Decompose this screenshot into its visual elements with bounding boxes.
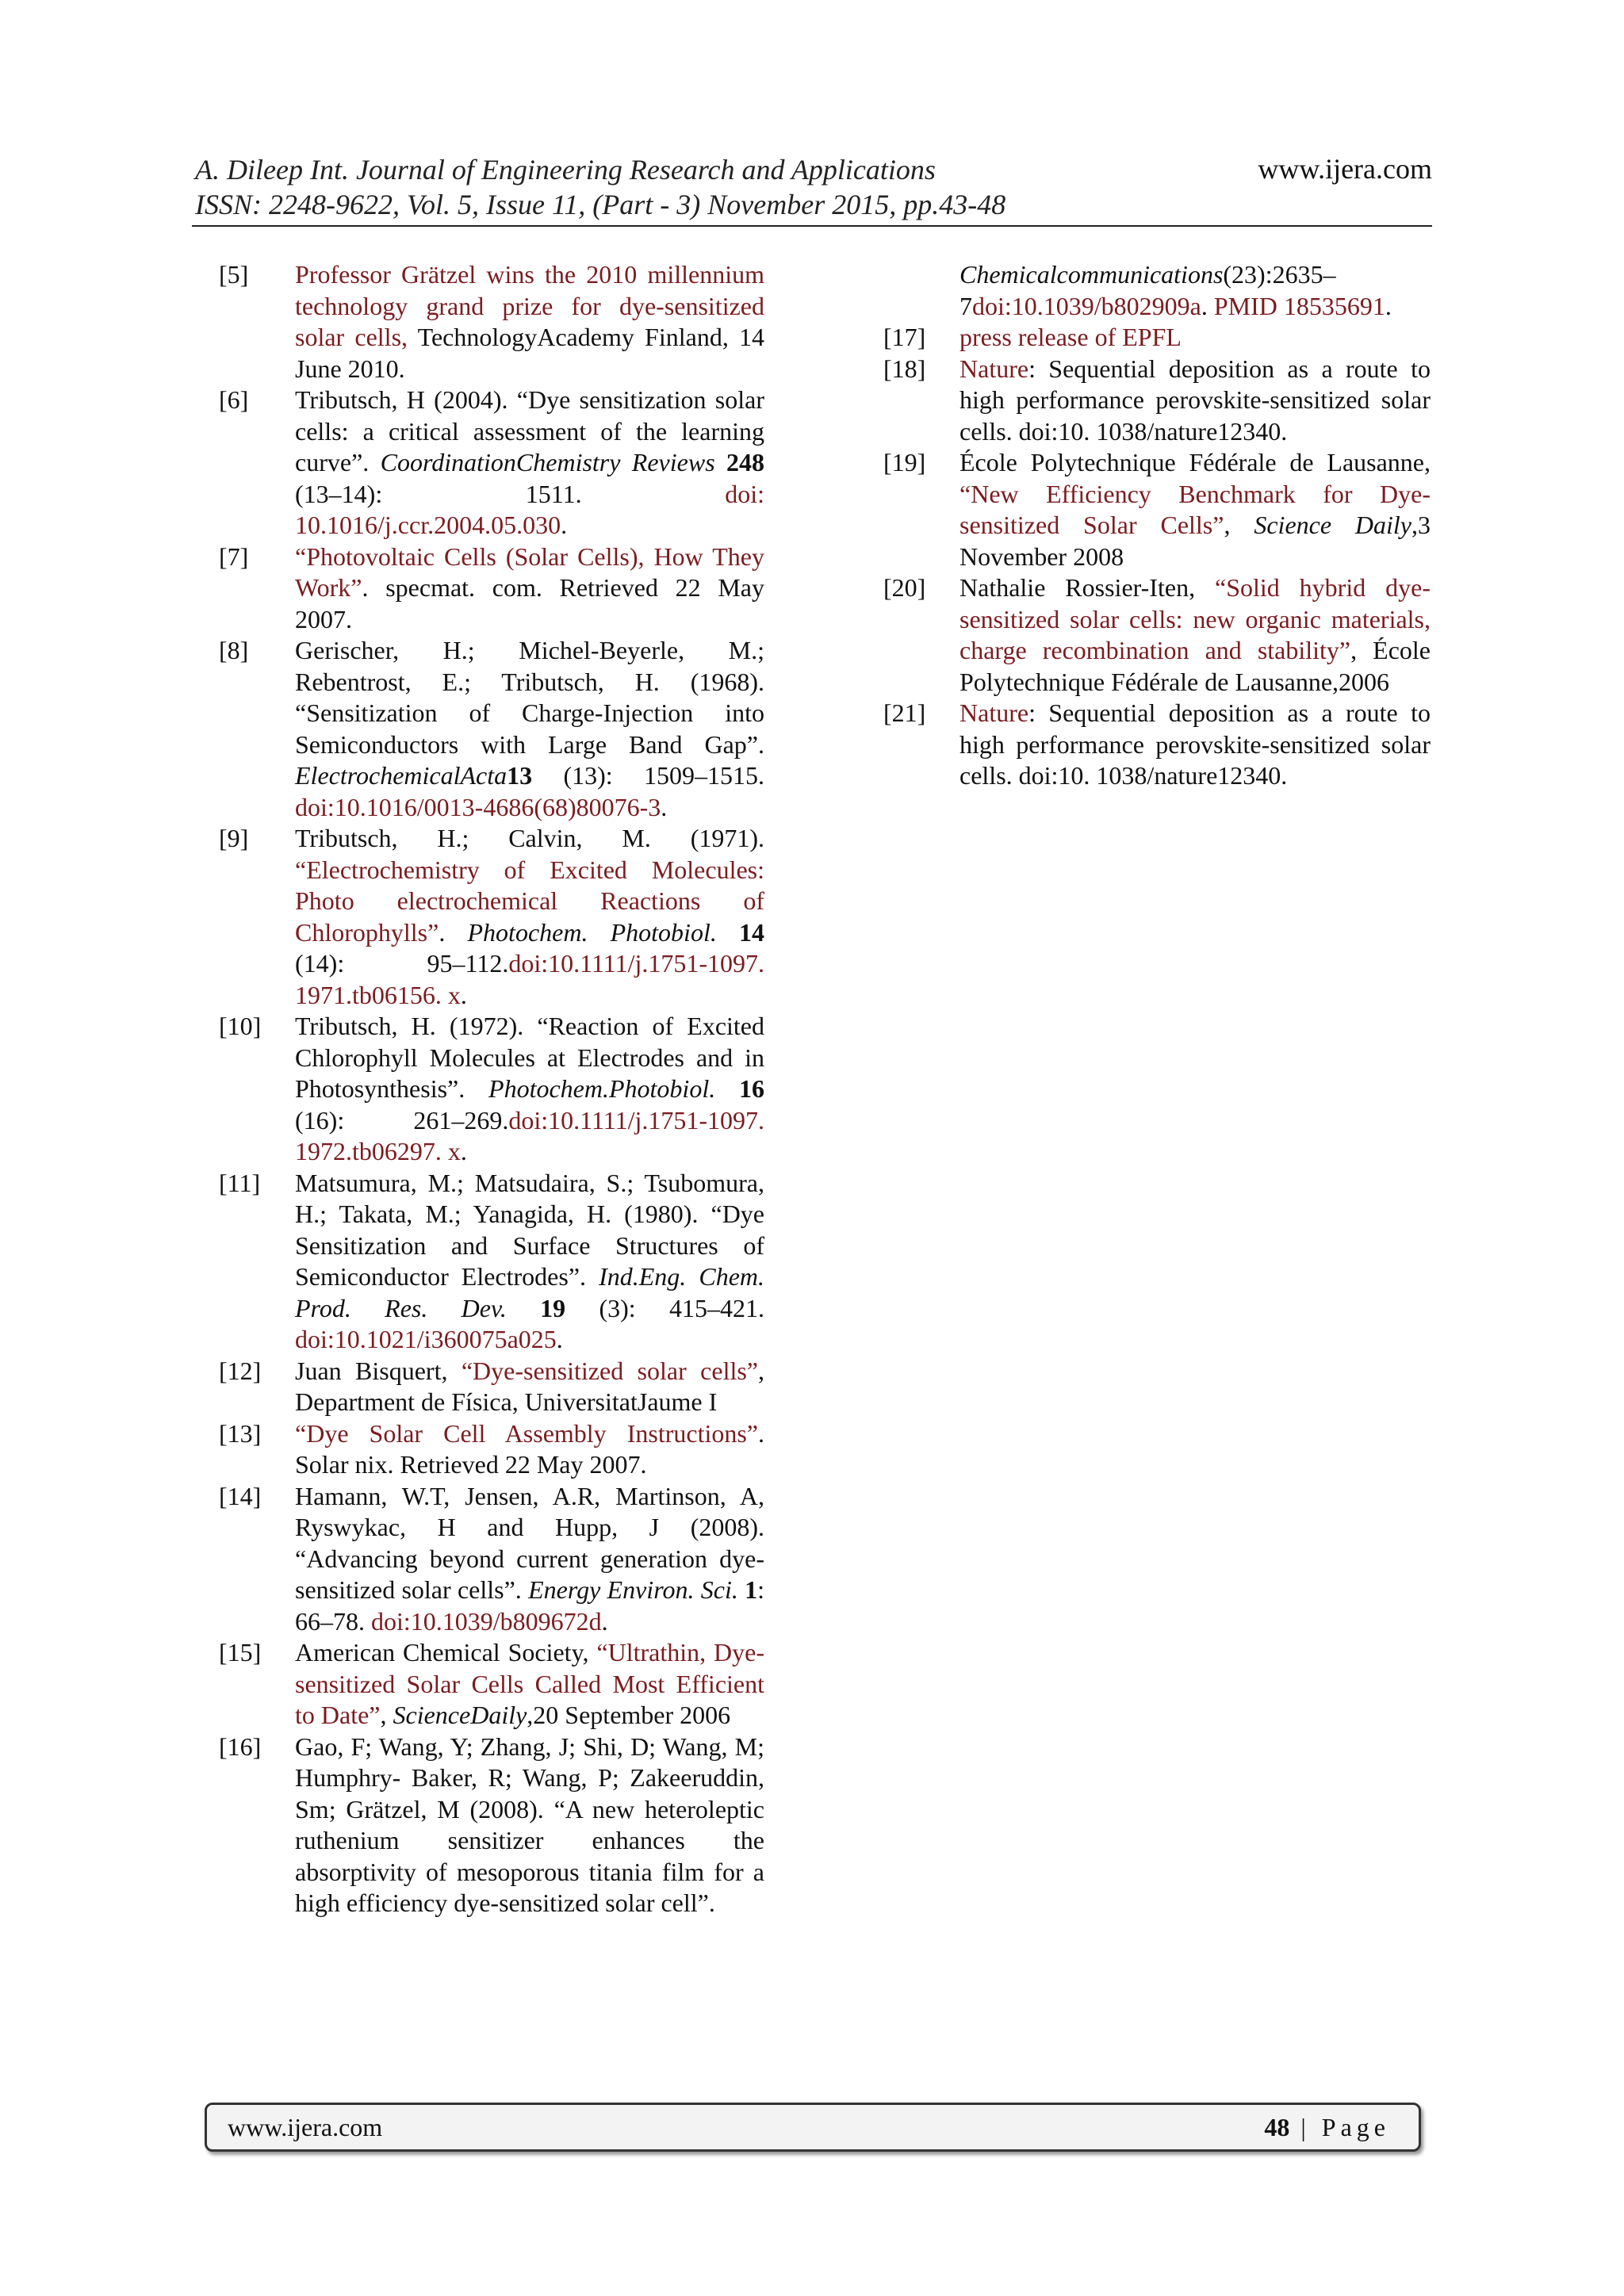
references-column-left	[219, 259, 764, 1919]
page-label: Page	[1321, 2112, 1390, 2141]
page-footer	[205, 2103, 1421, 2152]
doi-link[interactable]: doi:10.1021/i360075a025	[295, 1325, 557, 1353]
reference-link[interactable]: “New Efficiency Benchmark for Dye-sensitized Solar Cells”	[959, 479, 1431, 539]
doi-link[interactable]: doi:10.1111/j.1751-1097. 1972.tb06297. x	[295, 1105, 764, 1165]
reference-number: [15]	[219, 1638, 262, 1667]
reference-number: [20]	[883, 573, 926, 602]
reference-13: [13] “Dye Solar Cell Assembly Instructions”. Solar nix. Retrieved 22 May 2007.	[219, 1418, 764, 1481]
reference-19: [19] École Polytechnique Fédérale de Lausanne, “New Efficiency Benchmark for Dye-sensitized Solar Cells”, Science Daily,3 November 2008	[883, 447, 1431, 572]
reference-6: [6] Tributsch, H (2004). “Dye sensitization solar cells: a critical assessment of the learning curve”. CoordinationChemistry Reviews 248 (13–14): 1511. doi: 10.1016/j.ccr.2004.05.030.	[219, 385, 764, 541]
reference-11: [11] Matsumura, M.; Matsudaira, S.; Tsubomura, H.; Takata, M.; Yanagida, H. (1980). “Dye Sensitization and Surface Structures of Semiconductor Electrodes”. Ind.Eng. Chem. Prod. Res. Dev. 19 (3): 415–421. doi:10.1021/i360075a025.	[219, 1168, 764, 1356]
doi-link[interactable]: doi: 10.1016/j.ccr.2004.05.030	[295, 479, 764, 539]
reference-12: [12] Juan Bisquert, “Dye-sensitized solar cells”, Department de Física, UniversitatJaume I	[219, 1356, 764, 1418]
reference-10: [10] Tributsch, H. (1972). “Reaction of Excited Chlorophyll Molecules at Electrodes and in Photosynthesis”. Photochem.Photobiol. 16 (16): 261–269.doi:10.1111/j.1751-1097. 1972.tb06297. x.	[219, 1011, 764, 1168]
reference-17	[883, 322, 1431, 354]
reference-link[interactable]: “Dye-sensitized solar cells”	[461, 1356, 758, 1385]
journal-url[interactable]: www.ijera.com	[1258, 153, 1432, 185]
pmid-link[interactable]: PMID 18535691	[1213, 291, 1385, 320]
doi-link[interactable]: doi:10.1039/b802909a	[972, 291, 1201, 320]
reference-15: [15] American Chemical Society, “Ultrathin, Dye-sensitized Solar Cells Called Most Efficient to Date”, ScienceDaily,20 September 2006	[219, 1637, 764, 1732]
reference-18: [18] Nature: Sequential deposition as a route to high performance perovskite-sensitized solar cells. doi:10. 1038/nature12340.	[883, 354, 1431, 448]
reference-number: [10]	[219, 1012, 262, 1040]
page-indicator: 48 | Page	[1264, 2112, 1390, 2141]
reference-link[interactable]: “Dye Solar Cell Assembly Instructions”	[295, 1418, 758, 1448]
doi-link[interactable]: doi:10.1016/0013-4686(68)80076-3	[295, 792, 661, 821]
reference-link[interactable]: “Solid hybrid dye-sensitized solar cells: new organic materials, charge recombination and stability”	[959, 573, 1431, 664]
reference-5: [5] Professor Grätzel wins the 2010 millennium technology grand prize for dye-sensitized solar cells, TechnologyAcademy Finland, 14 June 2010.	[219, 259, 764, 385]
reference-20: [20] Nathalie Rossier-Iten, “Solid hybrid dye-sensitized solar cells: new organic materials, charge recombination and stability”, École Polytechnique Fédérale de Lausanne,2006	[883, 572, 1431, 698]
header-rule	[192, 225, 1432, 227]
reference-number: [5]	[219, 260, 249, 289]
reference-14: [14] Hamann, W.T, Jensen, A.R, Martinson, A, Ryswykac, H and Hupp, J (2008). “Advancing beyond current generation dye-sensitized solar cells”. Energy Environ. Sci. 1: 66–78. doi:10.1039/b809672d.	[219, 1481, 764, 1638]
reference-8: [8] Gerischer, H.; Michel-Beyerle, M.; Rebentrost, E.; Tributsch, H. (1968). “Sensitization of Charge-Injection into Semiconductors with Large Band Gap”. ElectrochemicalActa13 (13): 1509–1515. doi:10.1016/0013-4686(68)80076-3.	[219, 635, 764, 823]
reference-link[interactable]: “Electrochemistry of Excited Molecules: Photo electrochemical Reactions of Chlorophylls”	[295, 855, 764, 947]
reference-number: [12]	[219, 1356, 262, 1385]
reference-number: [19]	[883, 448, 926, 476]
doi-link[interactable]: doi:10.1111/j.1751-1097. 1971.tb06156. x	[295, 949, 764, 1009]
reference-number: [8]	[219, 636, 249, 664]
reference-link[interactable]: Nature	[959, 698, 1029, 727]
reference-16: [16] Gao, F; Wang, Y; Zhang, J; Shi, D; Wang, M; Humphry- Baker, R; Wang, P; Zakeeruddin, Sm; Grätzel, M (2008). “A new heteroleptic ruthenium sensitizer enhances the absorptivity of mesoporous titania film for a high efficiency dye-sensitized solar cell”.	[219, 1732, 764, 1919]
journal-title: A. Dileep Int. Journal of Engineering Research and Applications	[195, 154, 936, 186]
reference-number: [11]	[219, 1168, 261, 1197]
footer-url[interactable]: www.ijera.com	[228, 2112, 383, 2141]
reference-16-continued: Chemicalcommunications(23):2635–7doi:10.1039/b802909a. PMID 18535691.	[959, 260, 1392, 320]
reference-number: [6]	[219, 385, 249, 414]
reference-link[interactable]: “Photovoltaic Cells (Solar Cells), How They Work”	[295, 541, 764, 602]
reference-21: [21] Nature: Sequential deposition as a route to high performance perovskite-sensitized solar cells. doi:10. 1038/nature12340.	[883, 698, 1431, 792]
running-header	[195, 152, 1432, 222]
reference-number: [13]	[219, 1418, 262, 1448]
reference-number: [14]	[219, 1481, 262, 1510]
reference-link[interactable]: “Ultrathin, Dye-sensitized Solar Cells Called Most Efficient to Date”	[295, 1638, 765, 1729]
reference-number: [9]	[219, 824, 249, 852]
reference-number: [16]	[219, 1732, 262, 1761]
reference-link[interactable]: Nature	[959, 354, 1029, 383]
issue-info: ISSN: 2248-9622, Vol. 5, Issue 11, (Part - 3) November 2015, pp.43-48	[195, 189, 1006, 220]
reference-number: [17]	[883, 323, 926, 351]
page-number: 48	[1264, 2112, 1290, 2141]
reference-number: [18]	[883, 354, 926, 383]
reference-number: [7]	[219, 541, 249, 571]
reference-9: [9] Tributsch, H.; Calvin, M. (1971). “Electrochemistry of Excited Molecules: Photo electrochemical Reactions of Chlorophylls”. Photochem. Photobiol. 14 (14): 95–112.doi:10.1111/j.1751-1097. 1971.tb06156. x.	[219, 823, 764, 1011]
references-column-right	[883, 259, 1431, 792]
reference-7: [7] “Photovoltaic Cells (Solar Cells), How They Work”. specmat. com. Retrieved 22 May 2007.	[219, 541, 764, 636]
reference-link[interactable]: press release of EPFL	[959, 323, 1182, 351]
reference-number: [21]	[883, 698, 926, 727]
doi-link[interactable]: doi:10.1039/b809672d	[371, 1606, 602, 1636]
reference-link[interactable]: Professor Grätzel wins the 2010 millennium technology grand prize for dye-sensitized solar cells,	[295, 260, 764, 351]
